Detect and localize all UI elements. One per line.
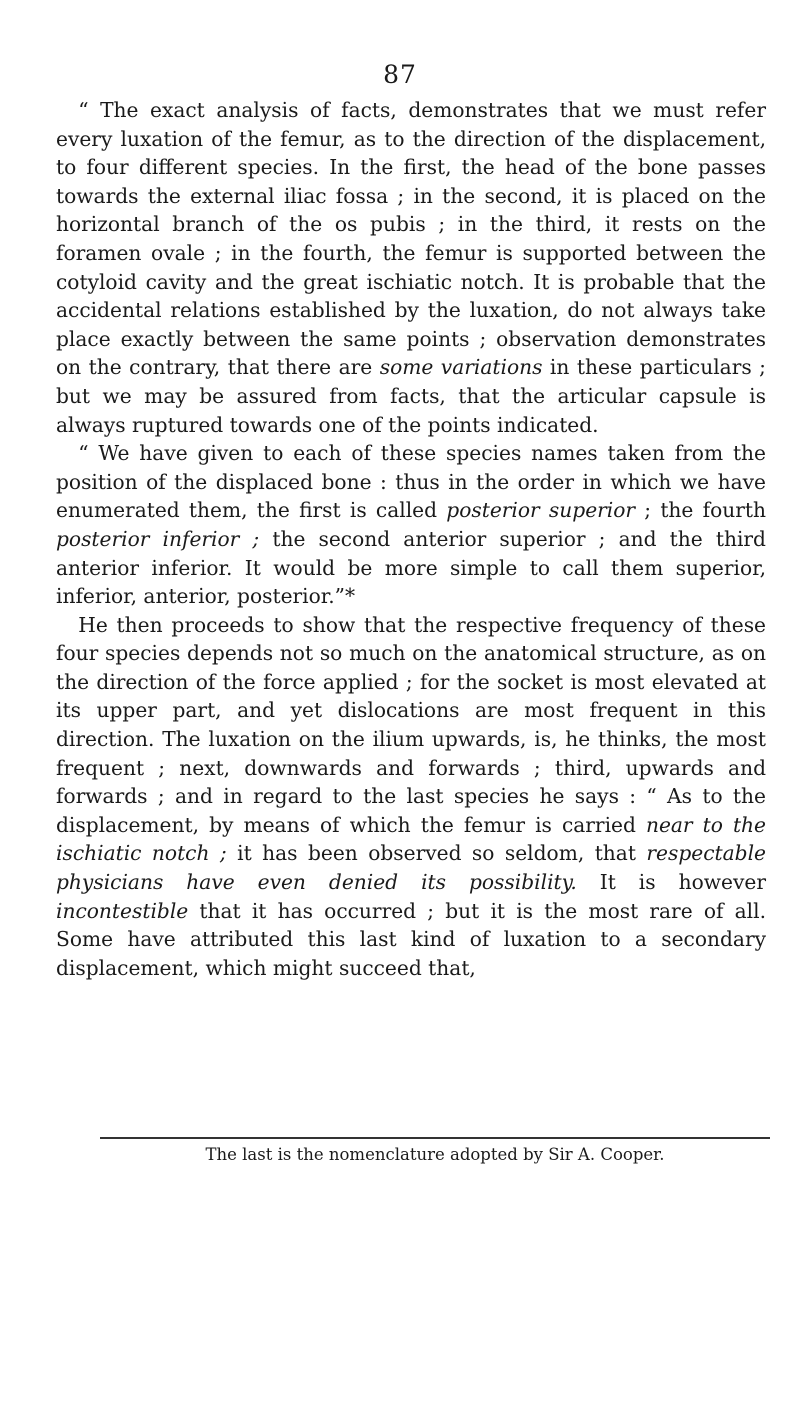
paragraph-3-text-3: It is however <box>576 870 766 895</box>
paragraph-3-text-4: that it has occurred ; but it is the most rare of all. Some have attributed this last kind of luxation to a secondary displacement, which might succeed that, <box>56 898 766 980</box>
paragraph-2-italic-2: posterior inferior ; <box>56 526 260 551</box>
paragraph-2-italic-1: posterior superior <box>446 498 636 523</box>
paragraph-2 <box>56 439 766 611</box>
footnote: The last is the nomenclature adopted by Sir A. Cooper. <box>205 1145 665 1164</box>
paragraph-3-italic-2: respectable physicians have even denied its possibility. <box>56 841 766 895</box>
paragraph-3 <box>56 611 766 983</box>
paragraph-2-text-3: the second anterior superior ; and the third anterior inferior. It would be more simple to call them superior, inferior, anterior, posterior.”* <box>56 526 766 609</box>
paragraph-2-text-1: “ We have given to each of these species names taken from the position of the displaced bone : thus in the order in which we have enumerated them, the first is called <box>56 441 766 523</box>
paragraph-3-text-1: He then proceeds to show that the respective frequency of these four species depends not so much on the anatomical structure, as on the direction of the force applied ; for the socket is most elevated at its upper part, and yet dislocations are most frequent in this direction. The luxation on the ilium upwards, is, he thinks, the most frequent ; next, downwards and forwards ; third, upwards and forwards ; and in regard to the last species he says : “ As to the displacement, by means of which the femur is carried <box>56 612 766 837</box>
paragraph-3-italic-1: near to the ischiatic notch ; <box>56 812 766 866</box>
paragraph-1-italic-1: some variations <box>379 355 543 380</box>
body-text <box>56 96 766 982</box>
paragraph-1-text-1: “ The exact analysis of facts, demonstrates that we must refer every luxation of the femur, as to the direction of the displacement, to four different species. In the first, the head of the bone passes towards the external iliac fossa ; in the second, it is placed on the horizontal branch of the os pubis ; in the third, it rests on the foramen ovale ; in the fourth, the femur is supported between the cotyloid cavity and the great ischiatic notch. It is probable that the accidental relations established by the luxation, do not always take place exactly between the same points ; observation demonstrates on the contrary, that there are <box>56 98 766 380</box>
paragraph-3-text-2: it has been observed so seldom, that <box>226 841 647 866</box>
page-number: 87 <box>383 60 417 89</box>
paragraph-1 <box>56 96 766 439</box>
footnote-divider <box>100 1137 770 1139</box>
paragraph-1-text-2: in these particulars ; but we may be assured from facts, that the articular capsule is always ruptured towards one of the points indicated. <box>56 355 766 437</box>
paragraph-3-italic-3: incontestible <box>56 898 189 923</box>
paragraph-2-text-2: ; the fourth <box>635 498 766 523</box>
